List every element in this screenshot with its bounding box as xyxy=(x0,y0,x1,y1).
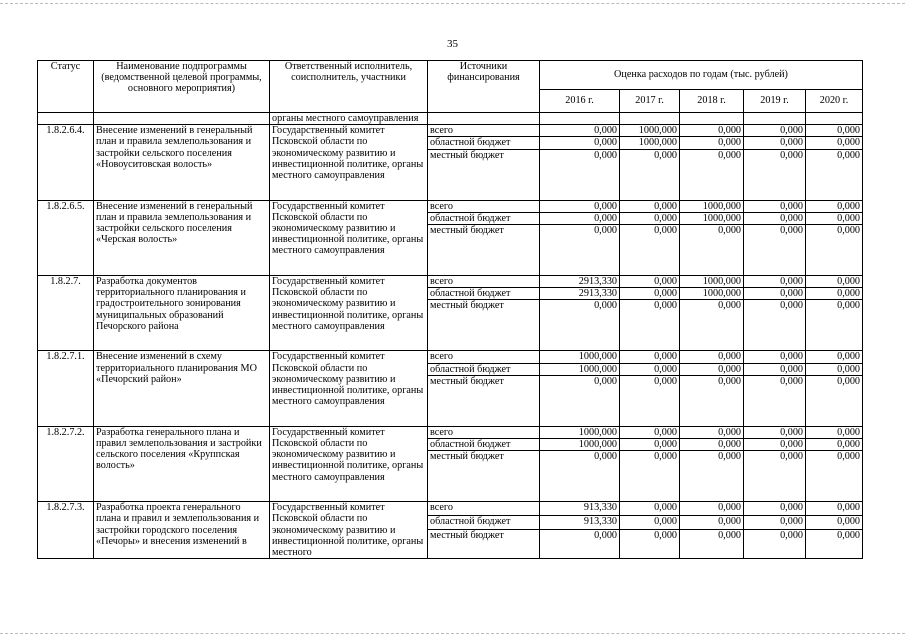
cell-value: 0,000 xyxy=(620,212,680,224)
header-year: 2019 г. xyxy=(744,90,806,113)
cell-name: Разработка генерального плана и правил землепользования и застройки сельского поселения «Круппская волость» xyxy=(94,426,270,501)
cell-value: 0,000 xyxy=(744,288,806,300)
header-costs: Оценка расходов по годам (тыс. рублей) xyxy=(540,61,863,90)
budget-table xyxy=(37,60,863,559)
cell-value: 2913,330 xyxy=(540,276,620,288)
header-executor: Ответственный исполнитель, соисполнитель, участники xyxy=(270,61,428,113)
cell-source: местный бюджет xyxy=(428,225,540,276)
continuation-row xyxy=(38,113,863,125)
cell-name: Внесение изменений в генеральный план и правила землепользования и застройки сельского поселения «Черская волость» xyxy=(94,200,270,275)
cell-source: местный бюджет xyxy=(428,300,540,351)
cell-value: 0,000 xyxy=(680,225,744,276)
cell-value: 0,000 xyxy=(806,288,863,300)
cell-value: 0,000 xyxy=(744,375,806,426)
cell-status: 1.8.2.7. xyxy=(38,276,94,351)
cell-value: 0,000 xyxy=(744,516,806,530)
cell-value: 0,000 xyxy=(806,516,863,530)
header-name: Наименование подпрограммы (ведомственной целевой программы, основного мероприятия) xyxy=(94,61,270,113)
cell-value: 0,000 xyxy=(806,451,863,502)
cell-executor: Государственный комитет Псковской области по экономическому развитию и инвестиционной политике, органы местного xyxy=(270,502,428,559)
cell-source: всего xyxy=(428,200,540,212)
cell-name xyxy=(94,113,270,125)
cell-value: 0,000 xyxy=(620,200,680,212)
cell-executor: органы местного самоуправления xyxy=(270,113,428,125)
cell-value: 1000,000 xyxy=(540,426,620,438)
cell-value: 0,000 xyxy=(620,451,680,502)
cell-value: 0,000 xyxy=(806,426,863,438)
cell-value: 0,000 xyxy=(806,530,863,559)
cell-source: всего xyxy=(428,426,540,438)
cell-value: 1000,000 xyxy=(540,439,620,451)
cell-value: 0,000 xyxy=(680,375,744,426)
cell-value: 0,000 xyxy=(744,300,806,351)
cell-value: 0,000 xyxy=(680,137,744,149)
cell-value: 0,000 xyxy=(540,200,620,212)
cell-value: 0,000 xyxy=(744,426,806,438)
cell-value: 2913,330 xyxy=(540,288,620,300)
cell-status: 1.8.2.7.1. xyxy=(38,351,94,426)
cell-status: 1.8.2.6.4. xyxy=(38,125,94,200)
cell-value: 1000,000 xyxy=(680,288,744,300)
header-year: 2020 г. xyxy=(806,90,863,113)
cell-name: Разработка проекта генерального плана и правил и землепользования и застройки городского поселения «Печоры» и внесения изменений в xyxy=(94,502,270,559)
scan-edge-bottom xyxy=(0,633,905,636)
cell-value: 0,000 xyxy=(680,125,744,137)
cell-value: 0,000 xyxy=(744,125,806,137)
cell-value: 0,000 xyxy=(620,225,680,276)
cell-value: 0,000 xyxy=(680,363,744,375)
cell-name: Внесение изменений в схему территориального планирования МО «Печорский район» xyxy=(94,351,270,426)
cell-value xyxy=(620,113,680,125)
cell-source: областной бюджет xyxy=(428,137,540,149)
cell-value: 0,000 xyxy=(744,225,806,276)
cell-value xyxy=(680,113,744,125)
cell-value: 0,000 xyxy=(744,212,806,224)
cell-status: 1.8.2.6.5. xyxy=(38,200,94,275)
header-sources: Источники финансирования xyxy=(428,61,540,113)
cell-value: 0,000 xyxy=(680,516,744,530)
table-row xyxy=(38,276,863,288)
cell-source xyxy=(428,113,540,125)
cell-value: 0,000 xyxy=(806,125,863,137)
cell-source: областной бюджет xyxy=(428,516,540,530)
cell-executor: Государственный комитет Псковской области по экономическому развитию и инвестиционной политике, органы местного самоуправления xyxy=(270,426,428,501)
cell-source: областной бюджет xyxy=(428,363,540,375)
header-year: 2016 г. xyxy=(540,90,620,113)
cell-value: 1000,000 xyxy=(540,351,620,363)
table-row xyxy=(38,200,863,212)
cell-value: 0,000 xyxy=(620,351,680,363)
cell-value: 0,000 xyxy=(540,149,620,200)
table-row xyxy=(38,351,863,363)
header-year: 2018 г. xyxy=(680,90,744,113)
cell-value: 0,000 xyxy=(806,351,863,363)
page-number: 35 xyxy=(447,38,458,50)
cell-value: 0,000 xyxy=(620,363,680,375)
cell-value: 0,000 xyxy=(744,149,806,200)
cell-value: 0,000 xyxy=(744,530,806,559)
cell-value: 0,000 xyxy=(806,149,863,200)
cell-value: 1000,000 xyxy=(680,200,744,212)
cell-value: 0,000 xyxy=(680,300,744,351)
cell-source: областной бюджет xyxy=(428,288,540,300)
header-status: Статус xyxy=(38,61,94,113)
cell-executor: Государственный комитет Псковской области по экономическому развитию и инвестиционной политике, органы местного самоуправления xyxy=(270,125,428,200)
cell-source: всего xyxy=(428,351,540,363)
cell-value: 0,000 xyxy=(806,137,863,149)
cell-value: 0,000 xyxy=(540,125,620,137)
cell-value: 0,000 xyxy=(540,530,620,559)
cell-source: всего xyxy=(428,502,540,516)
cell-value xyxy=(806,113,863,125)
cell-source: всего xyxy=(428,276,540,288)
cell-executor: Государственный комитет Псковской области по экономическому развитию и инвестиционной политике, органы местного самоуправления xyxy=(270,351,428,426)
cell-source: областной бюджет xyxy=(428,439,540,451)
cell-value: 0,000 xyxy=(620,288,680,300)
cell-value: 0,000 xyxy=(806,363,863,375)
cell-value: 0,000 xyxy=(620,300,680,351)
cell-value: 0,000 xyxy=(620,426,680,438)
cell-value: 0,000 xyxy=(540,137,620,149)
scan-edge-top xyxy=(0,0,905,4)
cell-executor: Государственный комитет Псковской области по экономическому развитию и инвестиционной политике, органы местного самоуправления xyxy=(270,276,428,351)
cell-status xyxy=(38,113,94,125)
cell-value: 913,330 xyxy=(540,516,620,530)
cell-source: местный бюджет xyxy=(428,149,540,200)
cell-value: 0,000 xyxy=(680,502,744,516)
cell-value: 0,000 xyxy=(540,300,620,351)
table-row xyxy=(38,426,863,438)
cell-value: 0,000 xyxy=(540,225,620,276)
cell-value: 0,000 xyxy=(744,200,806,212)
table-row xyxy=(38,502,863,516)
cell-value: 0,000 xyxy=(806,300,863,351)
cell-value: 1000,000 xyxy=(540,363,620,375)
cell-value: 0,000 xyxy=(680,530,744,559)
cell-value: 0,000 xyxy=(620,439,680,451)
cell-value: 0,000 xyxy=(806,375,863,426)
cell-source: местный бюджет xyxy=(428,530,540,559)
cell-value: 0,000 xyxy=(620,530,680,559)
cell-executor: Государственный комитет Псковской области по экономическому развитию и инвестиционной политике, органы местного самоуправления xyxy=(270,200,428,275)
cell-value: 0,000 xyxy=(680,149,744,200)
cell-value xyxy=(744,113,806,125)
cell-value: 0,000 xyxy=(620,502,680,516)
cell-value: 0,000 xyxy=(620,375,680,426)
cell-value: 0,000 xyxy=(744,276,806,288)
cell-value: 0,000 xyxy=(806,225,863,276)
cell-value: 913,330 xyxy=(540,502,620,516)
cell-value: 0,000 xyxy=(680,426,744,438)
cell-value: 0,000 xyxy=(680,451,744,502)
cell-value: 0,000 xyxy=(744,451,806,502)
cell-value: 0,000 xyxy=(744,439,806,451)
table-row xyxy=(38,125,863,137)
cell-value: 1000,000 xyxy=(620,125,680,137)
cell-value: 0,000 xyxy=(744,137,806,149)
cell-source: всего xyxy=(428,125,540,137)
cell-value xyxy=(540,113,620,125)
header-year: 2017 г. xyxy=(620,90,680,113)
cell-value: 0,000 xyxy=(620,149,680,200)
cell-source: областной бюджет xyxy=(428,212,540,224)
cell-value: 0,000 xyxy=(744,351,806,363)
cell-value: 0,000 xyxy=(806,212,863,224)
cell-value: 0,000 xyxy=(680,439,744,451)
cell-name: Разработка документов территориального планирования и градостроительного зонирования муниципальных образований Печорского района xyxy=(94,276,270,351)
cell-value: 1000,000 xyxy=(680,276,744,288)
cell-value: 0,000 xyxy=(806,276,863,288)
cell-value: 0,000 xyxy=(806,502,863,516)
cell-value: 0,000 xyxy=(620,276,680,288)
cell-value: 0,000 xyxy=(620,516,680,530)
cell-name: Внесение изменений в генеральный план и правила землепользования и застройки сельского поселения «Новоуситовская волость» xyxy=(94,125,270,200)
cell-source: местный бюджет xyxy=(428,375,540,426)
cell-status: 1.8.2.7.2. xyxy=(38,426,94,501)
cell-value: 0,000 xyxy=(540,451,620,502)
cell-value: 0,000 xyxy=(806,200,863,212)
cell-value: 0,000 xyxy=(744,363,806,375)
cell-value: 1000,000 xyxy=(620,137,680,149)
cell-status: 1.8.2.7.3. xyxy=(38,502,94,559)
cell-value: 0,000 xyxy=(744,502,806,516)
cell-value: 0,000 xyxy=(680,351,744,363)
cell-value: 0,000 xyxy=(806,439,863,451)
cell-value: 0,000 xyxy=(540,375,620,426)
cell-value: 1000,000 xyxy=(680,212,744,224)
cell-value: 0,000 xyxy=(540,212,620,224)
cell-source: местный бюджет xyxy=(428,451,540,502)
